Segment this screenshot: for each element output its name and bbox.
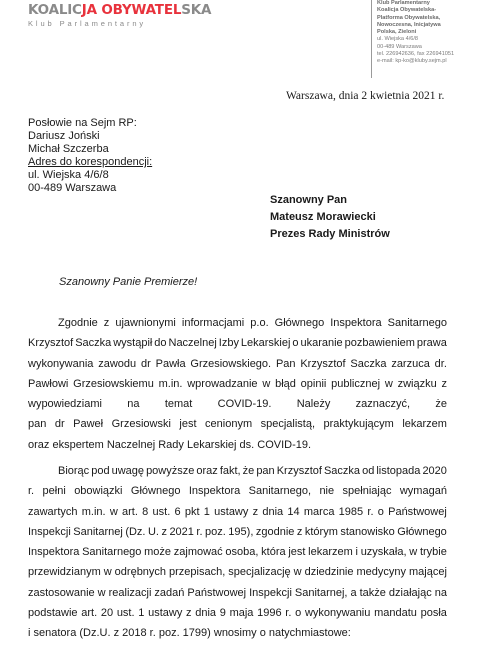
paragraph-line: pan dr Paweł Grzesiowski jest cenionym specjalistą, praktykującym lekarzem (28, 418, 447, 431)
address-line: 00-489 Warszawa (28, 182, 117, 194)
club-info-line: Polska, Zieloni (377, 29, 417, 36)
recipient-line: Szanowny Pan (270, 194, 348, 206)
address-line: ul. Wiejska 4/6/8 (28, 169, 109, 181)
paragraph-line: Krzysztof Saczka wystąpił do Naczelnej Izby Lekarskiej o ukaranie pozbawieniem prawa (28, 337, 447, 350)
club-info-line: ul. Wiejska 4/6/8 (377, 36, 419, 43)
logo-subtitle: Klub Parlamentarny (28, 19, 147, 28)
paragraph-line: Biorąc pod uwagę powyższe oraz fakt, że pan Krzysztof Saczka od listopada 2020 (58, 465, 447, 477)
paragraph-line: wypowiedziami na temat COVID-19. Należy zaznaczyć, że (28, 398, 447, 411)
club-info-line: 00-489 Warszawa (377, 43, 422, 50)
paragraph-line: podstawie art. 20 ust. 1 ustawy z dnia 9 maja 1996 r. o wykonywaniu mandatu posła (28, 607, 447, 620)
logo-text-part3: SKA (181, 2, 212, 18)
logo-wordmark (28, 2, 211, 18)
logo-text-part1: KOALIC (28, 2, 82, 18)
paragraph-line: Pawłowi Grzesiowskiemu m.in. wprowadzanie w błąd opinii publicznej w związku z (28, 377, 447, 390)
sender-block (28, 117, 152, 195)
logo-text-part2: JA OBYWATEL (81, 2, 182, 18)
club-info-line: e-mail: kp-ko@kluby.sejm.pl (377, 58, 447, 65)
paragraph-line: zastosowanie w realizacji zadań Państwowej Inspekcji Sanitarnej, a także działając na (28, 586, 447, 599)
paragraph-line: przewidzianym w odrębnych przepisach, specjalizację w dziedzinie medycyny mającej (28, 566, 447, 579)
club-info-line: Platforma Obywatelska, (377, 14, 441, 21)
club-info-line: Nowoczesna, Inicjatywa (377, 21, 441, 28)
club-info-line: tel. 226942636, fax 226941051 (377, 51, 455, 58)
paragraph-1 (28, 313, 447, 455)
paragraph-line: i senatora (Dz.U. z 2018 r. poz. 1799) wnosimy o natychmiastowe: (28, 627, 351, 640)
recipient-block (270, 192, 390, 243)
sender-name: Dariusz Joński (28, 130, 100, 142)
correspondence-address-label: Adres do korespondencji: (28, 156, 153, 168)
paragraph-line: oraz ekspertem Naczelnej Rady Lekarskiej ds. COVID-19. (28, 438, 312, 451)
paragraph-line: Inspektora Sanitarnego może zajmować osoba, która jest lekarzem i uzyskała, w trybie (28, 546, 447, 559)
paragraph-line: r. pełni obowiązki Głównego Inspektora Sanitarnego, nie spełniając wymagań (28, 485, 447, 498)
club-contact-box (371, 0, 475, 78)
paragraph-line: zawartych m.in. w art. 8 ust. 6 pkt 1 ustawy z dnia 14 marca 1985 r. o Państwowej (28, 505, 447, 518)
recipient-line: Mateusz Morawiecki (270, 211, 376, 223)
sender-name: Michał Szczerba (28, 143, 109, 155)
club-info-line: Koalicja Obywatelska- (377, 7, 437, 14)
paragraph-line: Inspekcji Sanitarnej (Dz. U. z 2021 r. poz. 195), zgodnie z którym stanowisko Głównego (28, 525, 447, 538)
senders-heading: Posłowie na Sejm RP: (28, 117, 137, 129)
club-info-line: Klub Parlamentarny (377, 0, 430, 6)
salutation: Szanowny Panie Premierze! (59, 276, 198, 288)
recipient-line: Prezes Rady Ministrów (270, 228, 390, 240)
date-line: Warszawa, dnia 2 kwietnia 2021 r. (286, 90, 445, 102)
paragraph-line: wykonywania zawodu dr Pawła Grzesiowskiego. Pan Krzysztof Saczka zarzuca dr. (28, 357, 447, 370)
koalicja-obywatelska-logo (28, 2, 211, 29)
paragraph-line: Zgodnie z ujawnionymi informacjami p.o. Głównego Inspektora Sanitarnego (58, 317, 447, 329)
paragraph-2 (28, 461, 447, 644)
